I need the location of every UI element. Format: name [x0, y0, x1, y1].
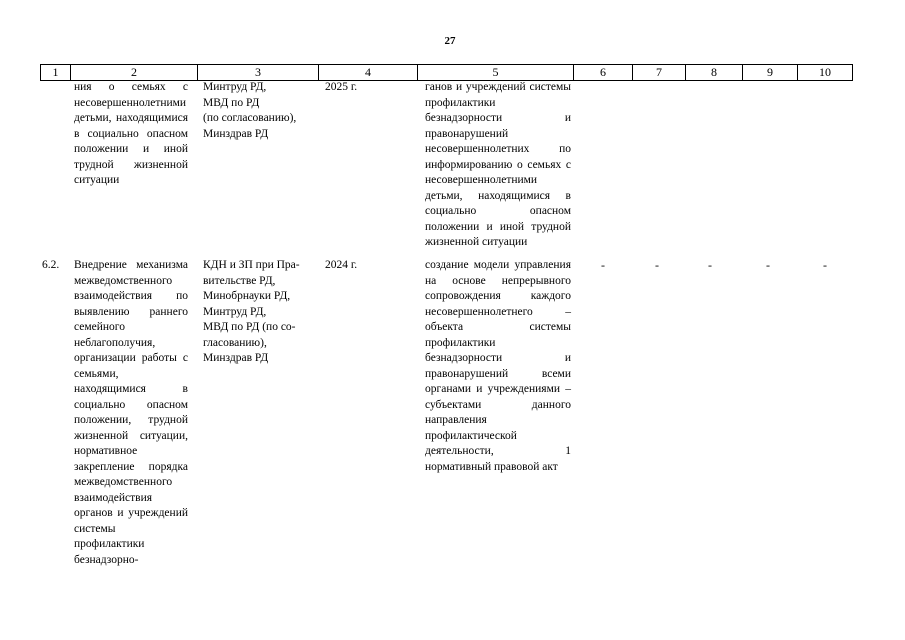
- row-2-executor: МВД по РД (по со-: [203, 321, 296, 333]
- row-2-executor: гласованию),: [203, 336, 267, 349]
- row-2-col-10: -: [823, 258, 827, 272]
- row-2-col-6: -: [601, 258, 605, 272]
- row-2-executor: Минтруд РД,: [203, 305, 267, 318]
- row-1-executor: Минздрав РД: [203, 127, 269, 140]
- row-2-measure: Внедрение механизма межведомственного взаимодействия по выявлению раннего семейного неблагополучия, организации работы с семьями, находящимися в социально опасном положении, трудной жизненной ситуации, нормативное закрепление порядка межведомственного взаимодействия органов и учреждений системы профилактики безнадзорно-: [74, 259, 188, 566]
- header-col-4: 4: [319, 65, 418, 80]
- header-col-8: 8: [686, 65, 743, 80]
- header-col-2: 2: [71, 65, 198, 80]
- page-number: 27: [444, 35, 456, 47]
- row-1-measure: ния о семьях с несовершеннолетними детьми, находящимися в социально опасном положении и иной трудной жизненной ситуации: [74, 81, 188, 186]
- row-2-col-8: -: [708, 258, 712, 272]
- row-1-executor: МВД по РД: [203, 96, 260, 109]
- row-2-executor: КДН и ЗП при Пра-: [203, 259, 300, 271]
- header-col-6: 6: [574, 65, 633, 80]
- row-1-term: 2025 г.: [325, 81, 358, 93]
- row-1-executor: Минтруд РД,: [203, 81, 267, 93]
- row-2-executor: вительстве РД,: [203, 274, 276, 287]
- row-1-executors: [203, 80, 323, 142]
- row-2-executor: Минздрав РД: [203, 352, 269, 364]
- row-2-result: создание модели управления на основе непрерывного сопровождения каждого несовершеннолетнего – объекта системы профилактики безнадзорности и правонарушений всеми органами и учреждениями – субъектами данного направления профилактической деятельности, 1 нормативный правовой акт: [425, 259, 571, 473]
- row-2-col-9: -: [766, 258, 770, 272]
- header-col-5: 5: [418, 65, 574, 80]
- header-col-3: 3: [198, 65, 319, 80]
- row-2-term: 2024 г.: [325, 259, 358, 271]
- row-2-number: 6.2.: [42, 259, 60, 271]
- header-col-7: 7: [633, 65, 686, 80]
- row-2-executors: [203, 258, 323, 367]
- row-2-col-7: -: [655, 258, 659, 272]
- row-1-executor: (по согласованию),: [203, 112, 297, 124]
- header-col-10: 10: [798, 65, 853, 80]
- table-header-row: [40, 64, 853, 81]
- row-2-executor: Минобрнауки РД,: [203, 290, 291, 302]
- row-1-result: ганов и учреждений системы профилактики безнадзорности и правонарушений несовершеннолетних по информированию о семьях с несовершеннолетними детьми, находящимися в социально опасном положении и иной трудной жизненной ситуации: [425, 81, 571, 248]
- header-col-9: 9: [743, 65, 798, 80]
- header-col-1: 1: [41, 65, 71, 80]
